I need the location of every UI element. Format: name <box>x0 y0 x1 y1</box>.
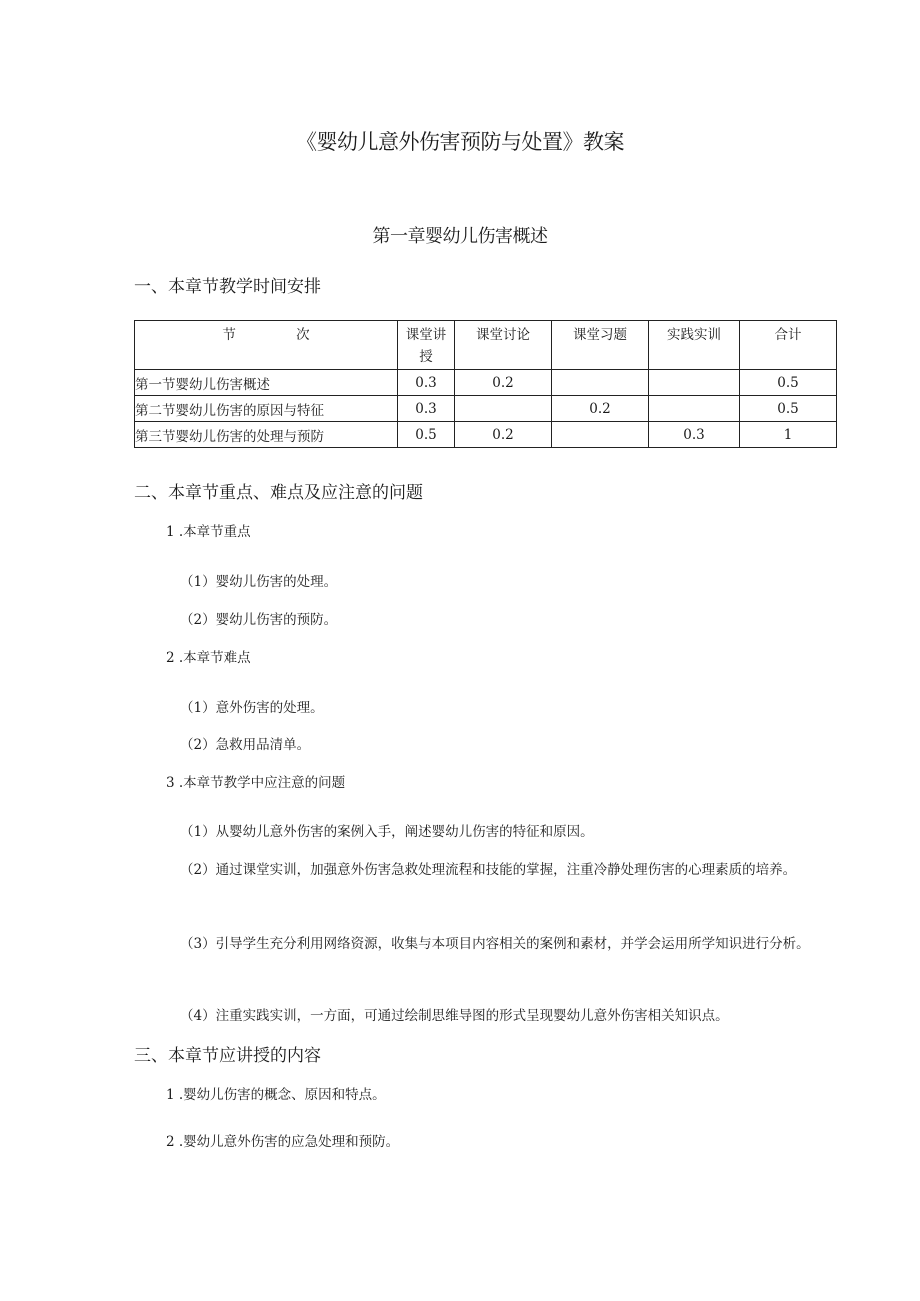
cell-total: 1 <box>740 422 837 448</box>
header-exercise: 课堂习题 <box>552 321 649 370</box>
table-row <box>135 370 837 396</box>
cell-lecture: 0.3 <box>398 370 455 396</box>
cell-name: 第二节婴幼儿伤害的原因与特征 <box>135 396 398 422</box>
table-header-row <box>135 321 837 370</box>
attention-item: （3）引导学生充分利用网络资源，收集与本项目内容相关的案例和素材，并学会运用所学知识进行分析。 <box>180 936 810 952</box>
document-title: 《婴幼儿意外伤害预防与处置》教案 <box>296 130 624 154</box>
content-item: 1 .婴幼儿伤害的概念、原因和特点。 <box>166 1087 386 1103</box>
attention-item: （4）注重实践实训，一方面，可通过绘制思维导图的形式呈现婴幼儿意外伤害相关知识点。 <box>180 1008 729 1024</box>
cell-exercise <box>552 370 649 396</box>
section2-heading: 二、本章节重点、难点及应注意的问题 <box>134 483 423 503</box>
key-point-item: （1）婴幼儿伤害的处理。 <box>180 574 338 590</box>
key-point-item: （2）婴幼儿伤害的预防。 <box>180 612 338 628</box>
cell-exercise: 0.2 <box>552 396 649 422</box>
header-section <box>135 321 398 370</box>
cell-total: 0.5 <box>740 370 837 396</box>
schedule-table <box>134 320 837 448</box>
table-row <box>135 396 837 422</box>
section3-heading: 三、本章节应讲授的内容 <box>134 1046 321 1066</box>
cell-lecture: 0.3 <box>398 396 455 422</box>
cell-discussion <box>455 396 552 422</box>
cell-name: 第一节婴幼儿伤害概述 <box>135 370 398 396</box>
cell-practice: 0.3 <box>649 422 740 448</box>
cell-name: 第三节婴幼儿伤害的处理与预防 <box>135 422 398 448</box>
section1-heading: 一、本章节教学时间安排 <box>134 277 321 297</box>
cell-practice <box>649 396 740 422</box>
header-practice: 实践实训 <box>649 321 740 370</box>
content-item: 2 .婴幼儿意外伤害的应急处理和预防。 <box>166 1134 400 1150</box>
cell-discussion: 0.2 <box>455 422 552 448</box>
chapter-title: 第一章婴幼儿伤害概述 <box>372 226 548 247</box>
attention-item: （1）从婴幼儿意外伤害的案例入手，阐述婴幼儿伤害的特征和原因。 <box>180 824 594 840</box>
cell-exercise <box>552 422 649 448</box>
difficult-point-item: （2）急救用品清单。 <box>180 737 311 753</box>
difficult-points-title: 2 .本章节难点 <box>166 650 251 666</box>
header-discussion: 课堂讨论 <box>455 321 552 370</box>
cell-total: 0.5 <box>740 396 837 422</box>
header-section-char-1: 节 <box>222 327 236 343</box>
attention-title: 3 .本章节教学中应注意的问题 <box>166 775 346 791</box>
attention-item: （2）通过课堂实训，加强意外伤害急救处理流程和技能的掌握，注重冷静处理伤害的心理素质的培养。 <box>180 862 797 878</box>
key-points-title: 1 .本章节重点 <box>166 524 251 540</box>
header-lecture: 课堂讲授 <box>398 321 455 370</box>
difficult-point-item: （1）意外伤害的处理。 <box>180 700 324 716</box>
table-row <box>135 422 837 448</box>
header-section-char-2: 次 <box>296 327 310 343</box>
cell-discussion: 0.2 <box>455 370 552 396</box>
header-total: 合计 <box>740 321 837 370</box>
cell-lecture: 0.5 <box>398 422 455 448</box>
cell-practice <box>649 370 740 396</box>
